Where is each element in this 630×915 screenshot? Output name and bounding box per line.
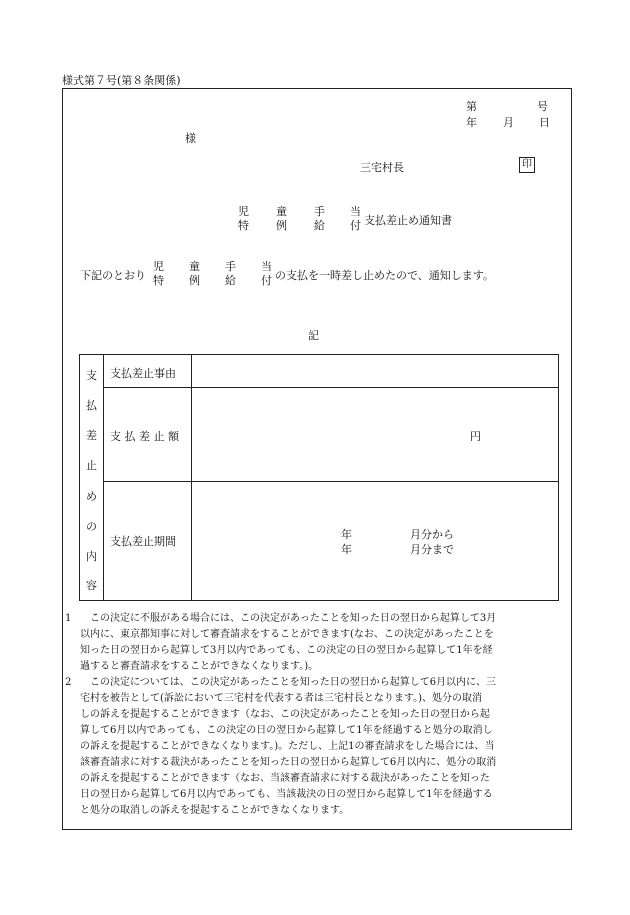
side-header-char: 支 (86, 369, 97, 382)
side-header-char: 払 (86, 399, 97, 412)
row-label-period: 支払差止期間 (110, 535, 176, 548)
intro-char: 童 (189, 260, 200, 273)
title-char: 当 (350, 205, 361, 218)
note-line: この決定に不服がある場合には、この決定があったことを知った日の翌日から起算して3月 (90, 613, 497, 624)
title-col-1 (238, 205, 249, 233)
recipient-suffix: 様 (185, 132, 196, 145)
side-header-char: 止 (86, 459, 97, 472)
note-line: 該審査請求に対する裁決があったことを知った日の翌日から起算して6月以内に、処分の取消 (80, 757, 497, 768)
intro-char: 付 (261, 274, 272, 287)
date-month-label: 月 (503, 116, 514, 129)
intro-char: 例 (189, 274, 200, 287)
title-col-2 (276, 205, 287, 233)
title-char: 特 (238, 219, 249, 232)
detail-table (79, 354, 559, 601)
table-divider (191, 355, 192, 600)
note-line: 以内に、東京都知事に対して審査請求をすることができます(なお、この決定があったことを (80, 629, 494, 640)
note-line: この決定については、この決定があったことを知った日の翌日から起算して6月以内に、三 (90, 677, 497, 688)
note-line: 算して6月以内であっても、この決定の日の翌日から起算して1年を経過すると処分の取消し (80, 725, 493, 736)
intro-prefix: 下記のとおり (80, 269, 146, 282)
intro-suffix: の支払を一時差し止めたので、通知します。 (275, 269, 494, 282)
side-header-char: 差 (86, 429, 97, 442)
intro-col-2 (189, 260, 200, 288)
row-label-amount: 支 払 差 止 額 (110, 430, 179, 443)
intro-col-3 (225, 260, 236, 288)
intro-char: 児 (153, 260, 164, 273)
note-1 (65, 611, 569, 675)
number-label-left: 第 (466, 100, 477, 113)
table-divider (103, 387, 558, 388)
title-char: 童 (276, 205, 287, 218)
ki-heading: 記 (308, 329, 319, 342)
side-header-char: の (86, 520, 97, 533)
period-to-year: 年 (341, 543, 352, 556)
intro-char: 手 (225, 260, 236, 273)
note-2 (65, 675, 569, 819)
row-value-yen: 円 (470, 430, 481, 443)
note-line: しの訴えを提起することができます（なお、この決定があったことを知った日の翌日から起 (80, 709, 490, 720)
table-divider (103, 355, 104, 600)
title-char: 付 (350, 219, 361, 232)
period-to-month: 月分まで (410, 543, 454, 556)
intro-col-4 (261, 260, 272, 288)
note-line: 日の翌日から起算して6月以内であっても、当該裁決の日の翌日から起算して1年を経過する (80, 789, 493, 800)
row-label-reason: 支払差止事由 (110, 367, 176, 380)
intro-char: 特 (153, 274, 164, 287)
period-from-year: 年 (341, 528, 352, 541)
note-line: 知った日の翌日から起算して3月以内であっても、この決定の日の翌日から起算して1年を経 (80, 645, 493, 656)
title-char: 児 (238, 205, 249, 218)
intro-char: 当 (261, 260, 272, 273)
side-header-char: め (86, 490, 97, 503)
table-divider (103, 481, 558, 482)
issuer-name: 三宅村長 (360, 161, 404, 174)
side-header-char: 容 (86, 579, 97, 592)
title-char: 手 (314, 205, 325, 218)
title-suffix: 支払差止め通知書 (364, 214, 452, 227)
title-col-4 (350, 205, 361, 233)
note-number: 2 (65, 677, 72, 688)
side-header-char: 内 (86, 550, 97, 563)
note-line: 過すると審査請求をすることができなくなります。)。 (80, 661, 319, 672)
period-from-month: 月分から (410, 528, 454, 541)
date-year-label: 年 (466, 116, 477, 129)
intro-char: 給 (225, 274, 236, 287)
note-line: 宅村を被告として(訴訟において三宅村を代表する者は三宅村長となります。)、処分の取消 (80, 693, 483, 704)
form-number-label: 様式第７号(第８条関係) (62, 74, 181, 87)
title-char: 給 (314, 219, 325, 232)
note-line: と処分の取消しの訴えを提起することができなくなります。 (80, 805, 350, 816)
intro-col-1 (153, 260, 164, 288)
title-char: 例 (276, 219, 287, 232)
note-line: の訴えを提起することができなくなります。)。ただし、上記1の審査請求をした場合には、当 (80, 741, 495, 752)
number-label-right: 号 (537, 100, 548, 113)
note-number: 1 (65, 613, 72, 624)
title-col-3 (314, 205, 325, 233)
note-line: の訴えを提起することができます（なお、当該審査請求に対する裁決があったことを知った (80, 773, 490, 784)
date-day-label: 日 (539, 116, 550, 129)
seal-mark: 印 (519, 157, 535, 173)
